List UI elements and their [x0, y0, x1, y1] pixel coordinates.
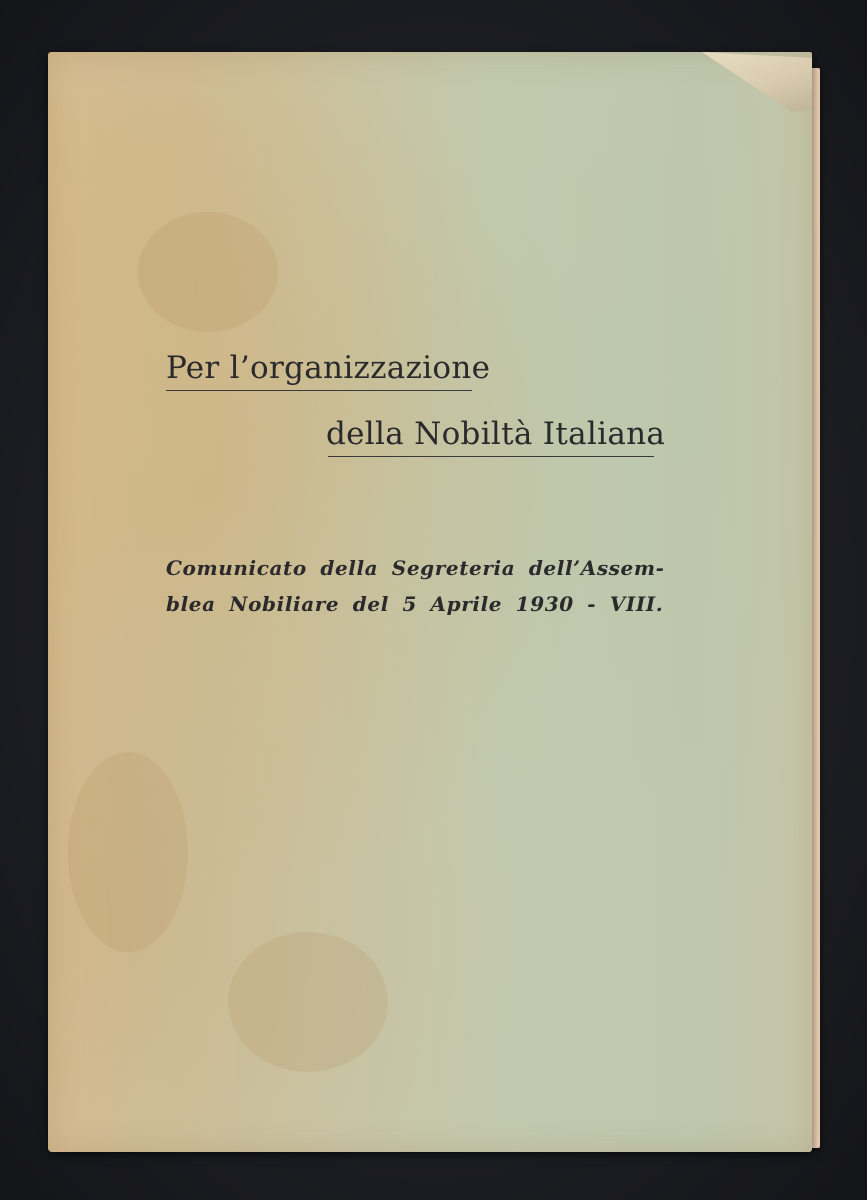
title-line-2: della Nobiltà Italiana	[326, 416, 666, 452]
subtitle-line-2: blea Nobiliare del 5 Aprile 1930 - VIII.	[166, 592, 664, 616]
folded-corner	[702, 52, 812, 112]
paper-stain	[228, 932, 388, 1072]
title-line-1: Per l’organizzazione	[166, 350, 491, 386]
subtitle	[166, 550, 666, 622]
subtitle-line-1: Comunicato della Segreteria dell’Assem-	[166, 556, 665, 580]
title-underline-1	[166, 390, 472, 391]
booklet-cover	[48, 52, 812, 1152]
title-underline-2	[328, 456, 654, 457]
paper-stain	[68, 752, 188, 952]
paper-stain	[138, 212, 278, 332]
